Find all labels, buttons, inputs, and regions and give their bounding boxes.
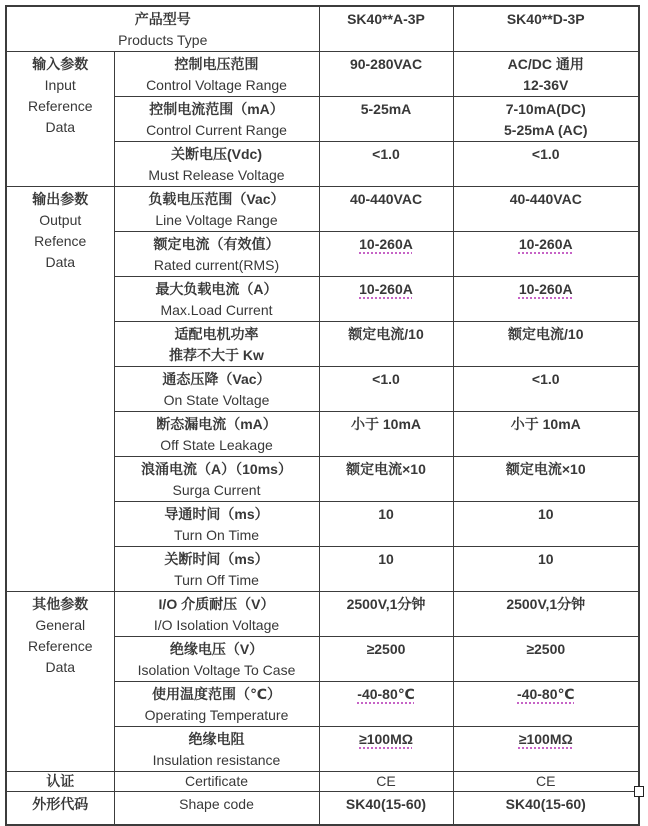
value-b-cell: <1.0 — [453, 367, 639, 412]
value-a-cell: 额定电流×10 — [319, 457, 453, 502]
param-cell: Certificate — [114, 772, 319, 792]
param-cell: 最大负载电流（A） Max.Load Current — [114, 277, 319, 322]
value-b-cell: 40-440VAC — [453, 187, 639, 232]
value-a-cell: 10 — [319, 547, 453, 592]
products-type-header — [6, 6, 319, 52]
value-a-cell: 40-440VAC — [319, 187, 453, 232]
value-b-cell: ≥2500 — [453, 637, 639, 682]
param-cell: 使用温度范围（℃） Operating Temperature — [114, 682, 319, 727]
param-cell: 额定电流（有效值） Rated current(RMS) — [114, 232, 319, 277]
value-b-cell: 2500V,1分钟 — [453, 592, 639, 637]
group-shape-code: 外形代码 — [6, 792, 114, 825]
value-b-cell: 小于 10mA — [453, 412, 639, 457]
param-cell: 适配电机功率 推荐不大于 Kw — [114, 322, 319, 367]
param-cell: I/O 介质耐压（V） I/O Isolation Voltage — [114, 592, 319, 637]
shape-code-row — [6, 792, 639, 825]
value-b-cell: 10-260A — [453, 232, 639, 277]
group-certificate: 认证 — [6, 772, 114, 792]
value-a-cell: 小于 10mA — [319, 412, 453, 457]
certificate-row — [6, 772, 639, 792]
value-b-cell: 10-260A — [453, 277, 639, 322]
param-cell: 绝缘电压（V） Isolation Voltage To Case — [114, 637, 319, 682]
value-b-cell: 10 — [453, 502, 639, 547]
param-cell: 控制电压范围 Control Voltage Range — [114, 52, 319, 97]
group-output-parameters: 输出参数 Output Refence Data — [6, 187, 114, 592]
value-a-cell: 2500V,1分钟 — [319, 592, 453, 637]
param-cell: 关断电压(Vdc) Must Release Voltage — [114, 142, 319, 187]
products-type-label-zh: 产品型号 — [134, 11, 191, 27]
param-cell: Shape code — [114, 792, 319, 825]
products-type-label-en: Products Type — [118, 32, 208, 48]
group-general-parameters: 其他参数 General Reference Data — [6, 592, 114, 772]
value-a-cell: ≥100MΩ — [319, 727, 453, 772]
value-b-cell: 额定电流/10 — [453, 322, 639, 367]
table-row — [6, 592, 639, 637]
value-a-cell: 额定电流/10 — [319, 322, 453, 367]
value-a-cell: -40-80℃ — [319, 682, 453, 727]
table-header-row — [6, 6, 639, 52]
value-b-cell: CE — [453, 772, 639, 792]
value-a-cell: 90-280VAC — [319, 52, 453, 97]
value-b-cell: 7-10mA(DC) 5-25mA (AC) — [453, 97, 639, 142]
param-cell: 浪涌电流（A）（10ms） Surga Current — [114, 457, 319, 502]
model-a-header: SK40**A-3P — [319, 6, 453, 52]
param-cell: 导通时间（ms） Turn On Time — [114, 502, 319, 547]
value-a-cell: 10-260A — [319, 232, 453, 277]
param-cell: 关断时间（ms） Turn Off Time — [114, 547, 319, 592]
table-row — [6, 52, 639, 97]
value-a-cell: SK40(15-60) — [319, 792, 453, 825]
value-b-cell: ≥100MΩ — [453, 727, 639, 772]
table-row — [6, 187, 639, 232]
param-cell: 负载电压范围（Vac） Line Voltage Range — [114, 187, 319, 232]
param-cell: 绝缘电阻 Insulation resistance — [114, 727, 319, 772]
value-a-cell: <1.0 — [319, 142, 453, 187]
value-b-cell: 额定电流×10 — [453, 457, 639, 502]
group-input-parameters: 输入参数 Input Reference Data — [6, 52, 114, 187]
param-cell: 控制电流范围（mA） Control Current Range — [114, 97, 319, 142]
value-a-cell: CE — [319, 772, 453, 792]
value-a-cell: ≥2500 — [319, 637, 453, 682]
model-b-header: SK40**D-3P — [453, 6, 639, 52]
value-a-cell: 5-25mA — [319, 97, 453, 142]
value-b-cell: 10 — [453, 547, 639, 592]
table-resize-handle-icon — [634, 786, 644, 797]
value-a-cell: 10-260A — [319, 277, 453, 322]
value-b-cell: <1.0 — [453, 142, 639, 187]
param-cell: 断态漏电流（mA） Off State Leakage — [114, 412, 319, 457]
value-b-cell: AC/DC 通用 12-36V — [453, 52, 639, 97]
value-a-cell: <1.0 — [319, 367, 453, 412]
value-b-cell: SK40(15-60) — [453, 792, 639, 825]
spec-table — [5, 5, 640, 826]
param-cell: 通态压降（Vac） On State Voltage — [114, 367, 319, 412]
value-a-cell: 10 — [319, 502, 453, 547]
value-b-cell: -40-80℃ — [453, 682, 639, 727]
